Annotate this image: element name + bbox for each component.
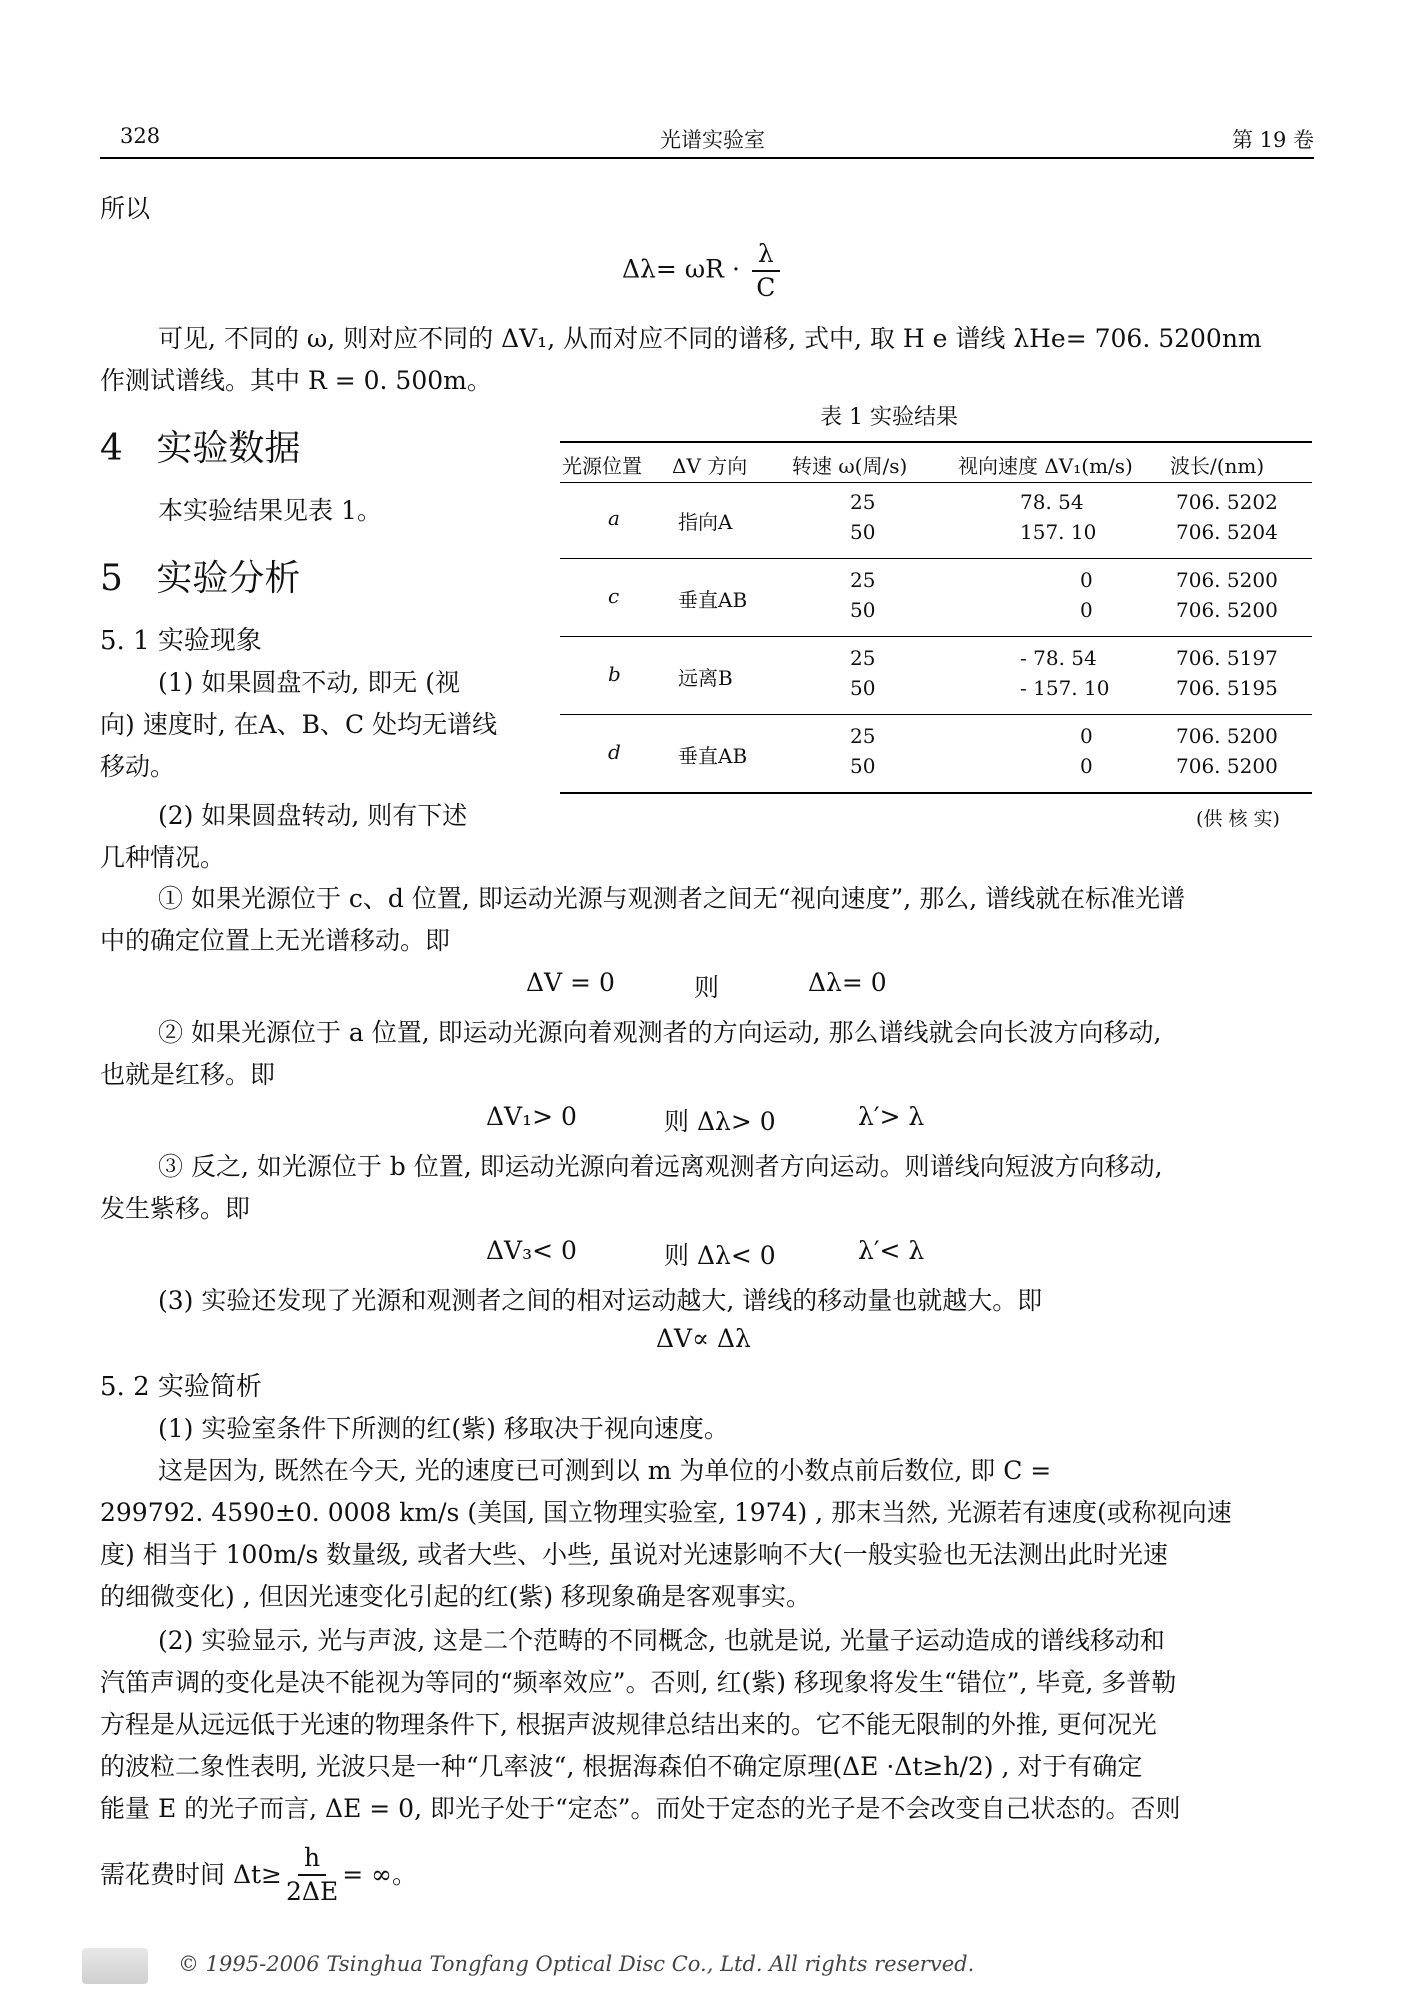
p51-1-line-2: 向) 速度时, 在A、B、C 处均无谱线: [100, 710, 498, 739]
case-2-line-1: ② 如果光源位于 a 位置, 即运动光源向着观测者的方向运动, 那么谱线就会向长波方向移动,: [158, 1018, 1162, 1047]
cell-position: a: [608, 506, 620, 530]
section-4-heading: [100, 420, 300, 471]
journal-title: 光谱实验室: [660, 128, 765, 152]
last-line-fraction: [286, 1842, 338, 1908]
p51-2-line-2: 几种情况。: [100, 843, 226, 872]
subsection-5-1: 5. 1 实验现象: [100, 626, 262, 656]
cell-direction: 垂直AB: [678, 588, 748, 612]
cell-speed: 25: [850, 490, 876, 514]
case-3-line-1: ③ 反之, 如光源位于 b 位置, 即运动光源向着远离观测者方向运动。则谱线向短波方向移动,: [158, 1152, 1163, 1181]
last-line-denominator: 2ΔE: [286, 1877, 339, 1906]
table-group-rule: [560, 714, 1312, 715]
paragraph-so: 所以: [100, 194, 151, 223]
cell-direction: 垂直AB: [678, 744, 748, 768]
p51-1-line-3: 移动。: [100, 752, 176, 781]
th-direction: ΔV 方向: [672, 454, 748, 478]
p52-3-line-2: 汽笛声调的变化是决不能视为等同的“频率效应”。否则, 红(紫) 移现象将发生“错位”, 毕竟, 多普勒: [100, 1668, 1177, 1697]
last-line-text: 需花费时间 Δt≥: [100, 1860, 282, 1889]
case-2-line-2: 也就是红移。即: [100, 1060, 276, 1089]
cell-velocity: 0: [1080, 598, 1093, 622]
table-group-rule: [560, 636, 1312, 637]
cell-wavelength: 706. 5195: [1176, 676, 1278, 700]
eq-case1-b: 则: [694, 973, 720, 1002]
cell-speed: 25: [850, 568, 876, 592]
cell-position: c: [608, 584, 620, 608]
section-5-title: 实验分析: [156, 558, 301, 599]
cell-speed: 50: [850, 520, 876, 544]
p52-2-line-4: 的细微变化) , 但因光速变化引起的红(紫) 移现象确是客观事实。: [100, 1582, 812, 1611]
eq-case1-c: Δλ= 0: [808, 968, 887, 997]
cell-position: d: [608, 740, 621, 764]
header-rule: [100, 157, 1314, 159]
last-line: [100, 1842, 417, 1908]
cell-wavelength: 706. 5200: [1176, 598, 1278, 622]
cell-wavelength: 706. 5200: [1176, 568, 1278, 592]
eq1-lhs: Δλ= ωR ·: [622, 254, 740, 284]
table-header-rule: [560, 482, 1312, 483]
cell-velocity: - 157. 10: [1020, 676, 1110, 700]
table-caption: 表 1 实验结果: [820, 405, 958, 430]
cell-speed: 25: [850, 646, 876, 670]
cell-wavelength: 706. 5197: [1176, 646, 1278, 670]
cell-position: b: [608, 662, 621, 686]
case-3-line-2: 发生紫移。即: [100, 1194, 251, 1223]
eq-case3-b: 则 Δλ< 0: [664, 1241, 776, 1270]
p52-2-line-3: 度) 相当于 100m/s 数量级, 或者大些、小些, 虽说对光速影响不大(一般实验也无法测出此时光速: [100, 1540, 1168, 1569]
paragraph-1-line-1: 可见, 不同的 ω, 则对应不同的 ΔV₁, 从而对应不同的谱移, 式中, 取 H e 谱线 λHe= 706. 5200nm: [158, 324, 1262, 353]
cell-wavelength: 706. 5200: [1176, 754, 1278, 778]
section-4-title: 实验数据: [156, 428, 301, 469]
case-1-line-1: ① 如果光源位于 c、d 位置, 即运动光源与观测者之间无“视向速度”, 那么, 谱线就在标准光谱: [158, 884, 1186, 913]
paragraph-3: (3) 实验还发现了光源和观测者之间的相对运动越大, 谱线的移动量也就越大。即: [158, 1286, 1043, 1315]
cell-velocity: - 78. 54: [1020, 646, 1097, 670]
eq-case2-a: ΔV₁> 0: [486, 1102, 577, 1131]
subsection-5-2: 5. 2 实验简析: [100, 1372, 262, 1402]
eq-case2-c: λ′> λ: [858, 1102, 925, 1131]
cell-direction: 远离B: [678, 666, 733, 690]
page-number: 328: [120, 124, 161, 148]
cell-velocity: 157. 10: [1020, 520, 1097, 544]
p52-2-line-1: 这是因为, 既然在今天, 光的速度已可测到以 m 为单位的小数点前后数位, 即 C =: [158, 1456, 1052, 1485]
eq1-numerator: λ: [752, 238, 780, 272]
table-note: (供 核 实): [1196, 808, 1280, 830]
section-4-number: 4: [100, 428, 123, 469]
eq-case3-c: λ′< λ: [858, 1236, 925, 1265]
cell-direction: 指向A: [678, 510, 733, 534]
cell-wavelength: 706. 5202: [1176, 490, 1278, 514]
table-bottom-rule: [560, 792, 1312, 794]
p52-3-line-5: 能量 E 的光子而言, ΔE = 0, 即光子处于“定态”。而处于定态的光子是不会改变自己状态的。否则: [100, 1794, 1181, 1823]
paragraph-1-line-2: 作测试谱线。其中 R = 0. 500m。: [100, 366, 492, 395]
eq-case2-b: 则 Δλ> 0: [664, 1107, 776, 1136]
p52-2-line-2: 299792. 4590±0. 0008 km/s (美国, 国立物理实验室, 1974) , 那末当然, 光源若有速度(或称视向速: [100, 1498, 1232, 1527]
table-group-rule: [560, 558, 1312, 559]
eq1-denominator: C: [756, 273, 776, 302]
section-5-number: 5: [100, 558, 123, 599]
p51-1-line-1: (1) 如果圆盘不动, 即无 (视: [158, 668, 460, 697]
cell-velocity: 0: [1080, 724, 1093, 748]
th-velocity: 视向速度 ΔV₁(m/s): [958, 454, 1133, 478]
cell-wavelength: 706. 5200: [1176, 724, 1278, 748]
equation-1: [622, 238, 784, 304]
eq1-fraction: [752, 238, 780, 304]
volume-label: 第 19 卷: [1232, 128, 1315, 152]
eq-case1-a: ΔV = 0: [526, 968, 615, 997]
last-line-tail: = ∞。: [342, 1860, 417, 1889]
table-top-rule: [560, 441, 1312, 443]
cell-wavelength: 706. 5204: [1176, 520, 1278, 544]
th-speed: 转速 ω(周/s): [792, 454, 908, 478]
eq-proportional: ΔV∝ Δλ: [656, 1324, 751, 1353]
cell-speed: 50: [850, 598, 876, 622]
section-5-heading: [100, 550, 300, 601]
th-wavelength: 波长/(nm): [1170, 454, 1265, 478]
copyright-footer: © 1995-2006 Tsinghua Tongfang Optical Disc Co., Ltd. All rights reserved.: [178, 1952, 975, 1976]
cell-speed: 25: [850, 724, 876, 748]
cell-velocity: 78. 54: [1020, 490, 1084, 514]
cell-velocity: 0: [1080, 754, 1093, 778]
cell-speed: 50: [850, 754, 876, 778]
cell-velocity: 0: [1080, 568, 1093, 592]
th-position: 光源位置: [562, 454, 642, 478]
section-4-text: 本实验结果见表 1。: [158, 496, 382, 525]
publisher-logo: [82, 1948, 148, 1984]
p51-2-line-1: (2) 如果圆盘转动, 则有下述: [158, 801, 468, 830]
p52-3-line-4: 的波粒二象性表明, 光波只是一种“几率波“, 根据海森伯不确定原理(ΔE ·Δt≥h/2) , 对于有确定: [100, 1752, 1143, 1781]
last-line-numerator: h: [298, 1842, 326, 1876]
cell-speed: 50: [850, 676, 876, 700]
eq-case3-a: ΔV₃< 0: [486, 1236, 577, 1265]
p52-3-line-3: 方程是从远远低于光速的物理条件下, 根据声波规律总结出来的。它不能无限制的外推, 更何况光: [100, 1710, 1157, 1739]
case-1-line-2: 中的确定位置上无光谱移动。即: [100, 926, 451, 955]
p52-1: (1) 实验室条件下所测的红(紫) 移取决于视向速度。: [158, 1414, 729, 1443]
p52-3-line-1: (2) 实验显示, 光与声波, 这是二个范畴的不同概念, 也就是说, 光量子运动造成的谱线移动和: [158, 1626, 1165, 1655]
